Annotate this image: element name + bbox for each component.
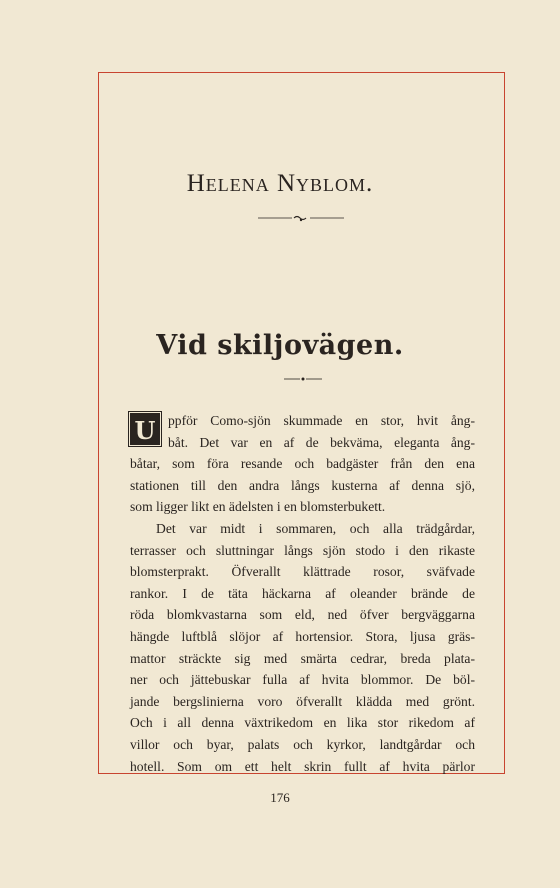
text-line: Och i all denna växtrikedom en lika stor rikedom af (130, 715, 475, 731)
ornamental-rule (258, 214, 344, 224)
text-line: som ligger likt en ädelsten i en blomsterbukett. (130, 499, 386, 515)
text-line: hotell. Som om ett helt skrin fullt af hvita pärlor (130, 758, 475, 774)
text-line: ppför Como-sjön skummade en stor, hvit ång- (168, 413, 475, 428)
text-line: båt. Det var en af de bekväma, eleganta ång- (168, 434, 475, 450)
text-line: mattor sträckte sig med smärta cedrar, breda plata- (130, 650, 475, 666)
text-line: ner och jättebuskar fulla af hvita blommor. De böl- (130, 672, 475, 688)
body-text (130, 410, 475, 777)
author-heading: Helena Nyblom. (186, 170, 374, 197)
text-line: stationen till den andra långs kusterna af denna sjö, (130, 477, 475, 493)
text-line: villor och byar, palats och kyrkor, landtgårdar och (130, 736, 475, 752)
drop-cap: U (130, 413, 160, 445)
small-rule (284, 376, 322, 382)
page-number: 176 (270, 790, 290, 805)
text-line: terrasser och sluttningar långs sjön stodo i den rikaste (130, 542, 475, 558)
story-title: Vid skiljovägen. (156, 330, 404, 361)
text-line: båtar, som föra resande och badgäster från den ena (130, 456, 475, 472)
text-line: blomsterprakt. Öfverallt klättrade rosor, sväfvade (130, 564, 475, 580)
text-line: hängde luftblå slöjor af hortensior. Stora, ljusa gräs- (130, 628, 475, 644)
text-line: Det var midt i sommaren, och alla trädgårdar, (156, 520, 475, 536)
text-line: röda blomkvastarna som eld, ned öfver bergväggarna (130, 607, 475, 623)
text-line: jande bergslinierna voro öfverallt klädda med grönt. (130, 693, 475, 709)
text-line: rankor. I de täta häckarna af oleander brände de (130, 585, 475, 601)
